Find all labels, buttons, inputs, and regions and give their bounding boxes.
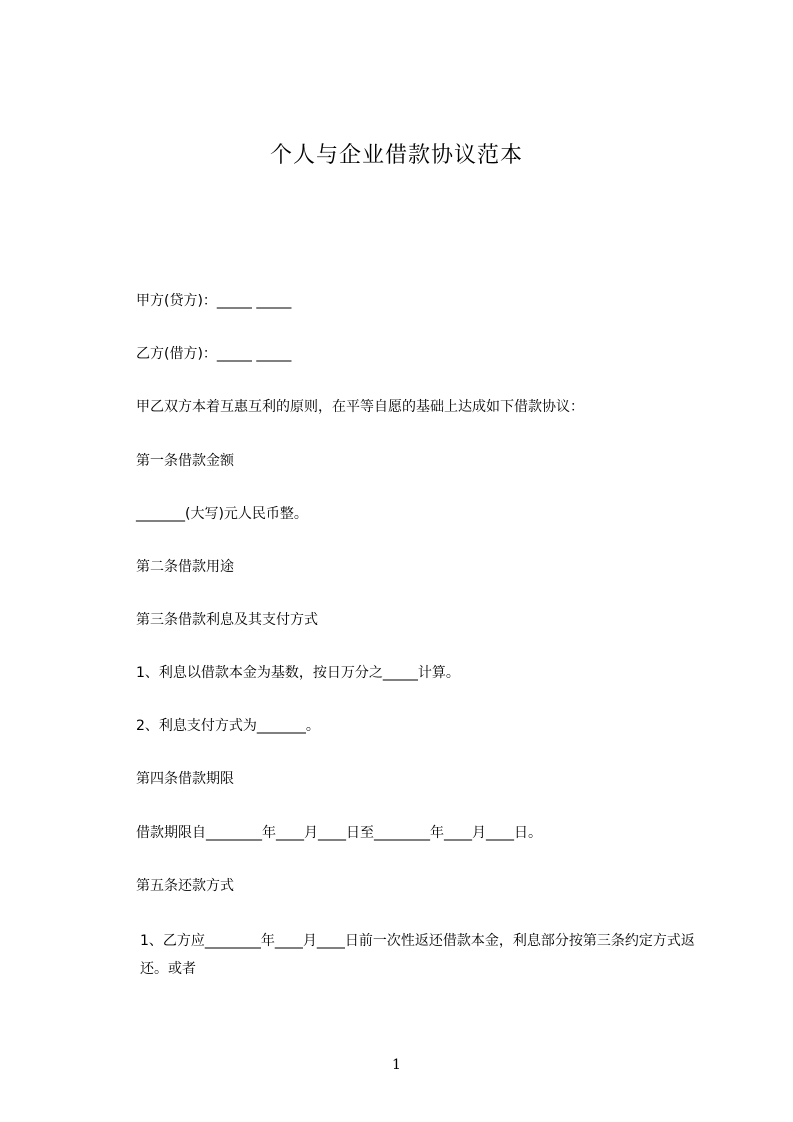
article-1-heading: 第一条借款金额 bbox=[136, 453, 234, 469]
party-b-line: 乙方(借方)：_____ _____ bbox=[136, 346, 292, 362]
agreement-preamble: 甲乙双方本着互惠互利的原则，在平等自愿的基础上达成如下借款协议： bbox=[136, 399, 584, 415]
document-title: 个人与企业借款协议范本 bbox=[269, 143, 523, 168]
page-number: 1 bbox=[392, 1057, 401, 1073]
article-4-heading: 第四条借款期限 bbox=[136, 771, 234, 787]
article-3-heading: 第三条借款利息及其支付方式 bbox=[136, 612, 318, 628]
interest-rate-line: 1、利息以借款本金为基数，按日万分之_____计算。 bbox=[136, 665, 460, 681]
loan-term-line: 借款期限自________年____月____日至________年____月____日。 bbox=[136, 825, 542, 841]
article-2-heading: 第二条借款用途 bbox=[136, 559, 234, 575]
article-5-heading: 第五条还款方式 bbox=[136, 878, 234, 894]
party-a-line: 甲方(贷方)：_____ _____ bbox=[136, 293, 292, 309]
loan-amount-line: _______(大写)元人民币整。 bbox=[136, 506, 308, 522]
repayment-paragraph bbox=[104, 927, 716, 983]
interest-payment-line: 2、利息支付方式为_______。 bbox=[136, 718, 320, 734]
repayment-paragraph-text: 1、乙方应________年____月____日前一次性返还借款本金，利息部分按第三条约定方式返还。或者 bbox=[140, 933, 695, 977]
